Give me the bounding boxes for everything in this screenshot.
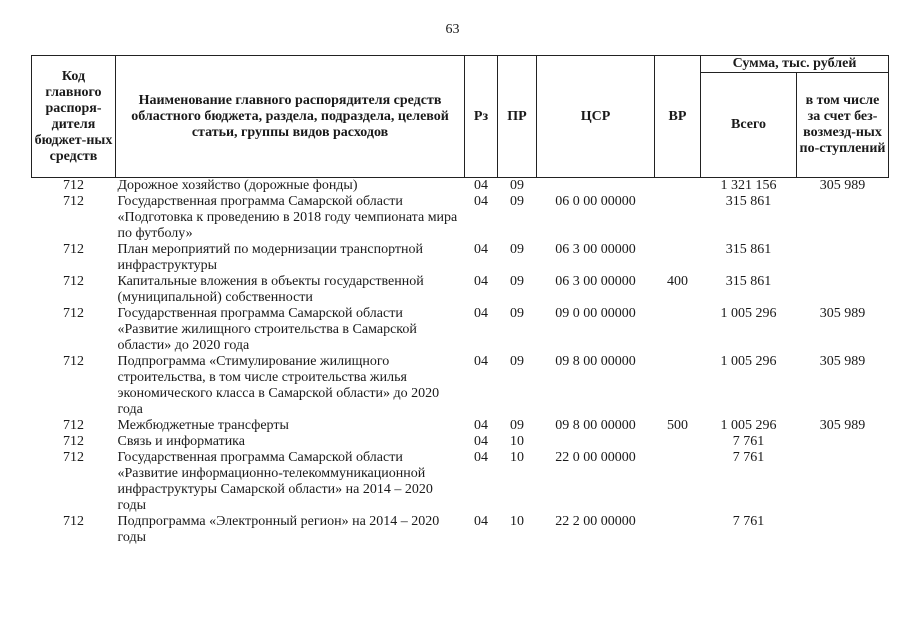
cell-rz: 04 <box>474 274 488 289</box>
header-sum-group: Сумма, тыс. рублей <box>701 56 889 73</box>
cell-vr <box>655 242 701 274</box>
cell-total: 7 761 <box>732 514 765 529</box>
cell-pr: 09 <box>510 178 524 193</box>
cell-pr: 10 <box>510 434 524 449</box>
cell-csr: 09 0 00 00000 <box>555 306 636 321</box>
cell-free <box>797 434 889 450</box>
cell-free <box>797 514 889 546</box>
cell-code: 712 <box>63 194 84 209</box>
table-row <box>32 242 889 274</box>
cell-pr: 09 <box>510 194 524 209</box>
cell-vr: 400 <box>667 274 688 289</box>
header-pr: ПР <box>498 56 537 178</box>
cell-pr: 09 <box>510 418 524 433</box>
cell-name: Государственная программа Самарской области «Развитие жилищного строительства в Самарской области» до 2020 года <box>117 306 417 353</box>
cell-total: 7 761 <box>732 434 765 449</box>
cell-rz: 04 <box>474 242 488 257</box>
header-total: Всего <box>701 73 797 178</box>
cell-csr: 09 8 00 00000 <box>555 354 636 369</box>
cell-rz: 04 <box>474 434 488 449</box>
cell-vr <box>655 178 701 195</box>
cell-name: Капитальные вложения в объекты государственной (муниципальной) собственности <box>117 274 424 305</box>
cell-free <box>797 242 889 274</box>
cell-name: Государственная программа Самарской области «Развитие информационно-телекоммуникационной инфраструктуры Самарской области» на 2014 – 2020 годы <box>117 450 433 513</box>
cell-csr: 06 3 00 00000 <box>555 274 636 289</box>
cell-free: 305 989 <box>819 178 866 193</box>
cell-name: Межбюджетные трансферты <box>117 418 289 433</box>
cell-free <box>797 274 889 306</box>
cell-vr <box>655 434 701 450</box>
table-row <box>32 178 889 195</box>
table-row <box>32 450 889 514</box>
cell-total: 1 005 296 <box>720 354 777 369</box>
cell-csr <box>537 434 655 450</box>
header-csr: ЦСР <box>537 56 655 178</box>
cell-vr <box>655 354 701 418</box>
cell-rz: 04 <box>474 178 488 193</box>
cell-rz: 04 <box>474 306 488 321</box>
page-number: 63 <box>445 22 460 37</box>
cell-pr: 09 <box>510 306 524 321</box>
cell-pr: 09 <box>510 274 524 289</box>
cell-free <box>797 194 889 242</box>
cell-pr: 09 <box>510 354 524 369</box>
table-body <box>32 178 889 547</box>
header-code: Код главного распоря-дителя бюджет-ных средств <box>32 56 116 178</box>
cell-name: Связь и информатика <box>117 434 245 449</box>
cell-code: 712 <box>63 434 84 449</box>
cell-pr: 09 <box>510 242 524 257</box>
cell-free: 305 989 <box>819 306 866 321</box>
cell-total: 1 005 296 <box>720 418 777 433</box>
cell-total: 315 861 <box>725 242 772 257</box>
cell-total: 315 861 <box>725 274 772 289</box>
cell-code: 712 <box>63 274 84 289</box>
cell-pr: 10 <box>510 450 524 465</box>
cell-name: План мероприятий по модернизации транспортной инфраструктуры <box>117 242 424 273</box>
cell-free: 305 989 <box>819 418 866 433</box>
cell-free <box>797 450 889 514</box>
table-row <box>32 306 889 354</box>
cell-csr: 06 0 00 00000 <box>555 194 636 209</box>
header-vr: ВР <box>655 56 701 178</box>
cell-total: 1 005 296 <box>720 306 777 321</box>
cell-total: 315 861 <box>725 194 772 209</box>
cell-name: Подпрограмма «Электронный регион» на 2014 – 2020 годы <box>117 514 440 545</box>
table-header <box>32 56 889 178</box>
table-row <box>32 514 889 546</box>
cell-csr: 22 0 00 00000 <box>555 450 636 465</box>
table-row <box>32 434 889 450</box>
cell-total: 7 761 <box>732 450 765 465</box>
cell-code: 712 <box>63 242 84 257</box>
table-row <box>32 194 889 242</box>
cell-csr: 06 3 00 00000 <box>555 242 636 257</box>
cell-code: 712 <box>63 514 84 529</box>
cell-vr <box>655 450 701 514</box>
cell-pr: 10 <box>510 514 524 529</box>
cell-name: Дорожное хозяйство (дорожные фонды) <box>117 178 358 193</box>
cell-name: Подпрограмма «Стимулирование жилищного строительства, в том числе строительства жилья экономического класса в Самарской области» до 2020 года <box>117 354 440 417</box>
cell-name: Государственная программа Самарской области «Подготовка к проведению в 2018 году чемпионата мира по футболу» <box>117 194 458 241</box>
cell-rz: 04 <box>474 450 488 465</box>
cell-code: 712 <box>63 306 84 321</box>
budget-table <box>31 55 889 546</box>
cell-free: 305 989 <box>819 354 866 369</box>
cell-rz: 04 <box>474 194 488 209</box>
cell-code: 712 <box>63 450 84 465</box>
cell-csr <box>537 178 655 195</box>
cell-vr: 500 <box>667 418 688 433</box>
cell-code: 712 <box>63 354 84 369</box>
table-row <box>32 274 889 306</box>
cell-vr <box>655 194 701 242</box>
header-rz: Рз <box>465 56 498 178</box>
table-row <box>32 418 889 434</box>
cell-code: 712 <box>63 418 84 433</box>
cell-rz: 04 <box>474 418 488 433</box>
cell-csr: 22 2 00 00000 <box>555 514 636 529</box>
cell-csr: 09 8 00 00000 <box>555 418 636 433</box>
cell-vr <box>655 306 701 354</box>
table-row <box>32 354 889 418</box>
header-name: Наименование главного распорядителя средств областного бюджета, раздела, подраздела, целевой статьи, группы видов расходов <box>116 56 465 178</box>
cell-total: 1 321 156 <box>720 178 777 193</box>
cell-vr <box>655 514 701 546</box>
cell-code: 712 <box>63 178 84 193</box>
cell-rz: 04 <box>474 514 488 529</box>
cell-rz: 04 <box>474 354 488 369</box>
header-free: в том числе за счет без-возмезд-ных по-ступлений <box>797 73 889 178</box>
